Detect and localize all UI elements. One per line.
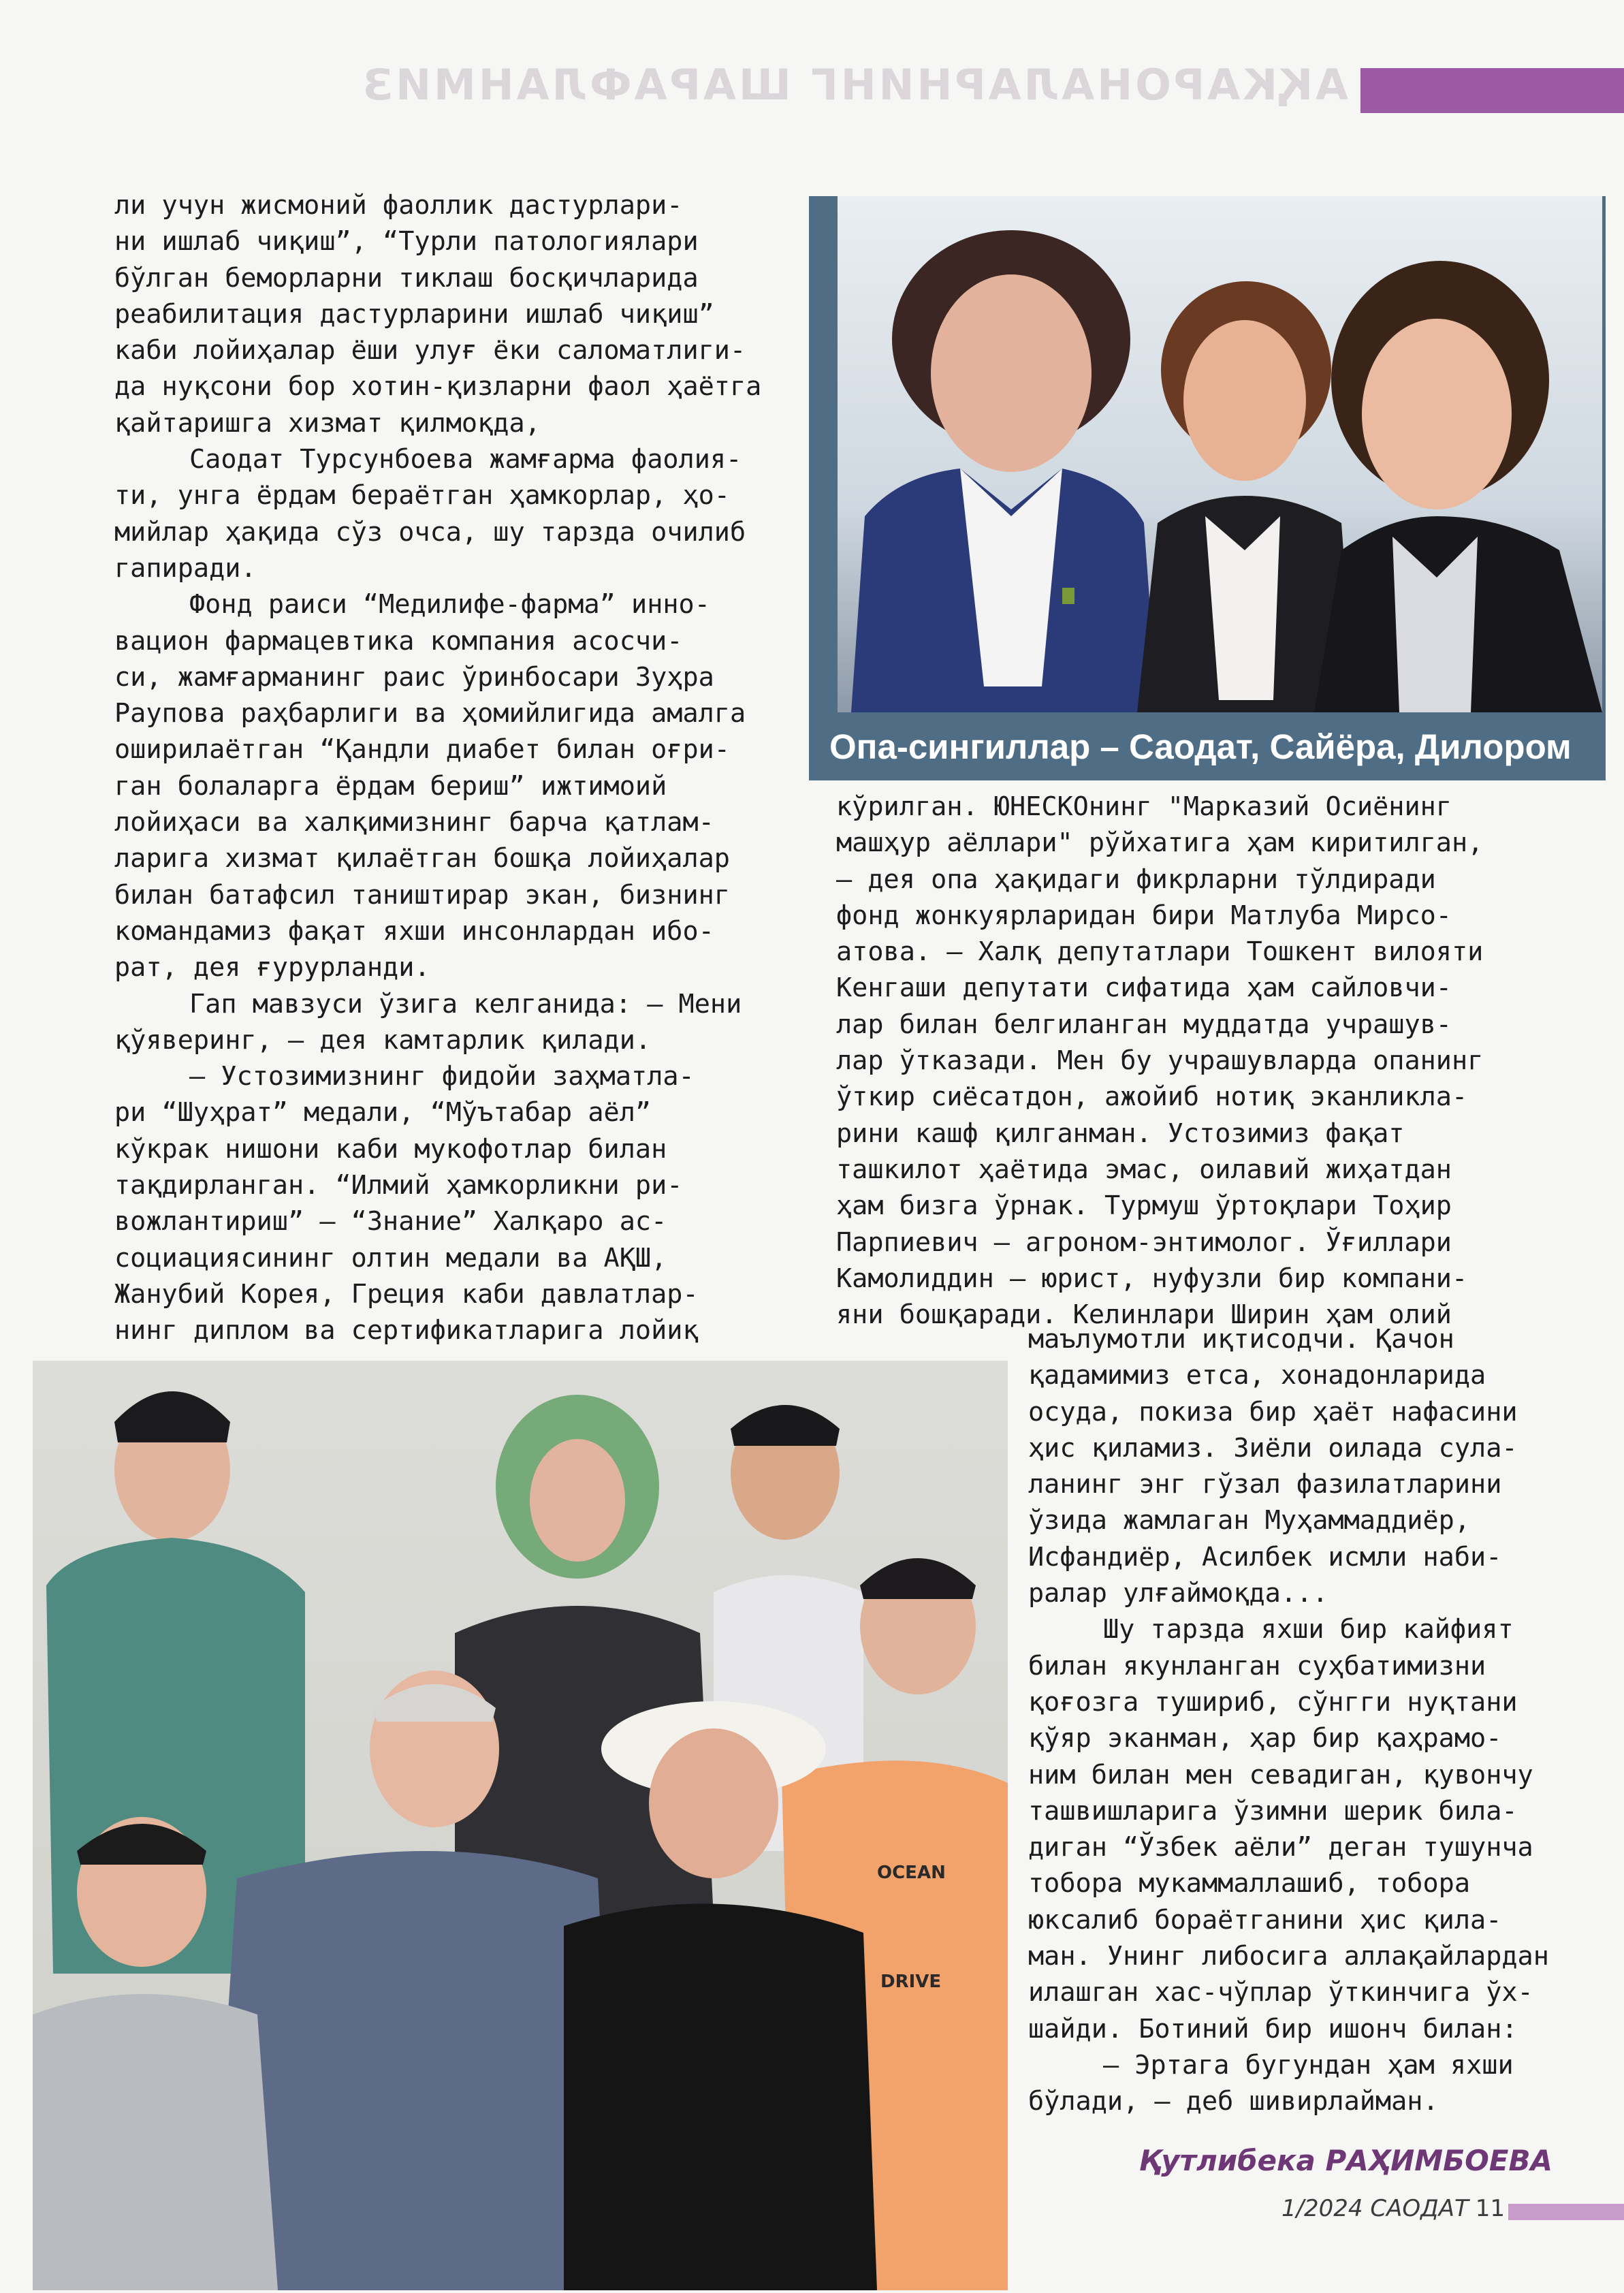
article-left-column [114, 187, 795, 1349]
page-footer [1253, 2195, 1505, 2222]
photo-caption: Опа-сингиллар – Саодат, Сайёра, Дилором [829, 727, 1572, 766]
shirt-print-bottom: DRIVE [880, 1972, 942, 1992]
family-photo [33, 1361, 1008, 2290]
page-number: 11 [1475, 2195, 1505, 2222]
article-right-column [836, 789, 1538, 1333]
paragraph: маълумотли иқтисодчи. Қачон қадамимиз етса, хонадонларида осуда, покиза бир ҳаёт нафасини ҳис қиламиз. Зиёли оилада сула- ланинг энг гўзал фазилатларини ўзида жамлаган Муҳаммаддиёр, Исфандиёр, Асилбек исмли наби- ралар улғаймоқда... [1028, 1324, 1518, 1609]
article-right-column-lower [1028, 1321, 1559, 2120]
paragraph: ли учун жисмоний фаоллик дастурлари- ни ишлаб чиқиш”, “Турли патологиялари бўлган беморларни тиклаш босқичларида реабилитация дастурларини ишлаб чиқиш” каби лойиҳалар ёши улуғ ёки саломатлиги- да нуқсони бор хотин-қизларни фаол ҳаётга қайтаришга хизмат қилмоқда, [114, 190, 762, 439]
header-accent-bar [1360, 68, 1624, 113]
section-header-ghost: АҚКАРОНАЛАРНИНГ ШАРАФЛАНМИЗ [360, 60, 1348, 110]
footer-accent-bar [1508, 2204, 1624, 2220]
paragraph: кўрилган. ЮНЕСКОнинг "Марказий Осиёнинг машҳур аёллари" рўйхатига ҳам киритилган, – дея опа ҳақидаги фикрларни тўлдиради фонд жонкуярларидан бири Матлуба Мирсо- атова. – Халқ депутатлари Тошкент вилояти Кенгаши депутати сифатида ҳам сайловчи- лар билан белгиланган муддатда учрашув- лар ўтказади. Мен бу учрашувларда опанинг ўткир сиёсатдон, ажойиб нотиқ эканликла- рини кашф қилганман. Устозимиз фақат ташкилот ҳаётида эмас, оилавий жиҳатдан ҳам бизга ўрнак. Турмуш ўртоқлари Тоҳир Парпиевич – агроном-энтимолог. Ўғиллари Камолиддин – юрист, нуфузли бир компани- яни бошқаради. Келинлари Ширин ҳам олий [836, 791, 1484, 1331]
paragraph: – Эртага бугундан ҳам яхши бўлади, – деб шивирлайман. [1028, 2049, 1514, 2117]
paragraph: – Устозимизнинг фидойи заҳматла- ри “Шуҳрат” медали, “Мўътабар аёл” кўкрак нишони каби мукофотлар билан тақдирланган. “Илмий ҳамкорликни ри- вожлантириш” – “Знание” Халқаро ас- социациясининг олтин медали ва АҚШ, Жанубий Корея, Греция каби давлатлар- нинг диплом ва сертификатларига лойиқ [114, 1061, 699, 1346]
shirt-print-top: OCEAN [877, 1863, 946, 1883]
sisters-photo-image [838, 196, 1602, 712]
sisters-photo [809, 196, 1606, 780]
sisters-photo-illustration [838, 196, 1602, 712]
author-byline: Қутлибека РАҲИМБОЕВА [1139, 2144, 1553, 2177]
paragraph: Фонд раиси “Медилифе-фарма” инно- вацион фармацевтика компания асосчи- си, жамғарманинг раис ўринбосари Зуҳра Раупова раҳбарлиги ва ҳомийлигида амалга оширилаётган “Қандли диабет билан оғри- ган болаларга ёрдам бериш” ижтимоий лойиҳаси ва халқимизнинг барча қатлам- ларига хизмат қилаётган бошқа лойиҳалар билан батафсил таништирар экан, бизнинг командамиз фақат яхши инсонлардан ибо- рат, дея ғурурланди. [114, 589, 746, 983]
family-photo-illustration [33, 1361, 1008, 2290]
paragraph: Гап мавзуси ўзига келганида: – Мени қўяверинг, – дея камтарлик қилади. [114, 988, 742, 1056]
paragraph: Саодат Турсунбоева жамғарма фаолия- ти, унга ёрдам бераётган ҳамкорлар, ҳо- мийлар ҳақида сўз очса, шу тарзда очилиб гапиради. [114, 444, 746, 584]
issue-label: 1/2024 САОДАТ [1281, 2195, 1469, 2222]
paragraph: Шу тарзда яхши бир кайфият билан якунланган суҳбатимизни қоғозга тушириб, сўнгги нуқтани қўяр эканман, ҳар бир қаҳрамо- ним билан мен севадиган, қувончу ташвишларига ўзимни шерик била- диган “Ўзбек аёли” деган тушунча тобора мукаммаллашиб, тобора юксалиб бораётганини ҳис қила- ман. Унинг либосига аллақайлардан илашган хас-чўплар ўткинчига ўх- шайди. Ботиний бир ишонч билан: [1028, 1614, 1549, 2044]
